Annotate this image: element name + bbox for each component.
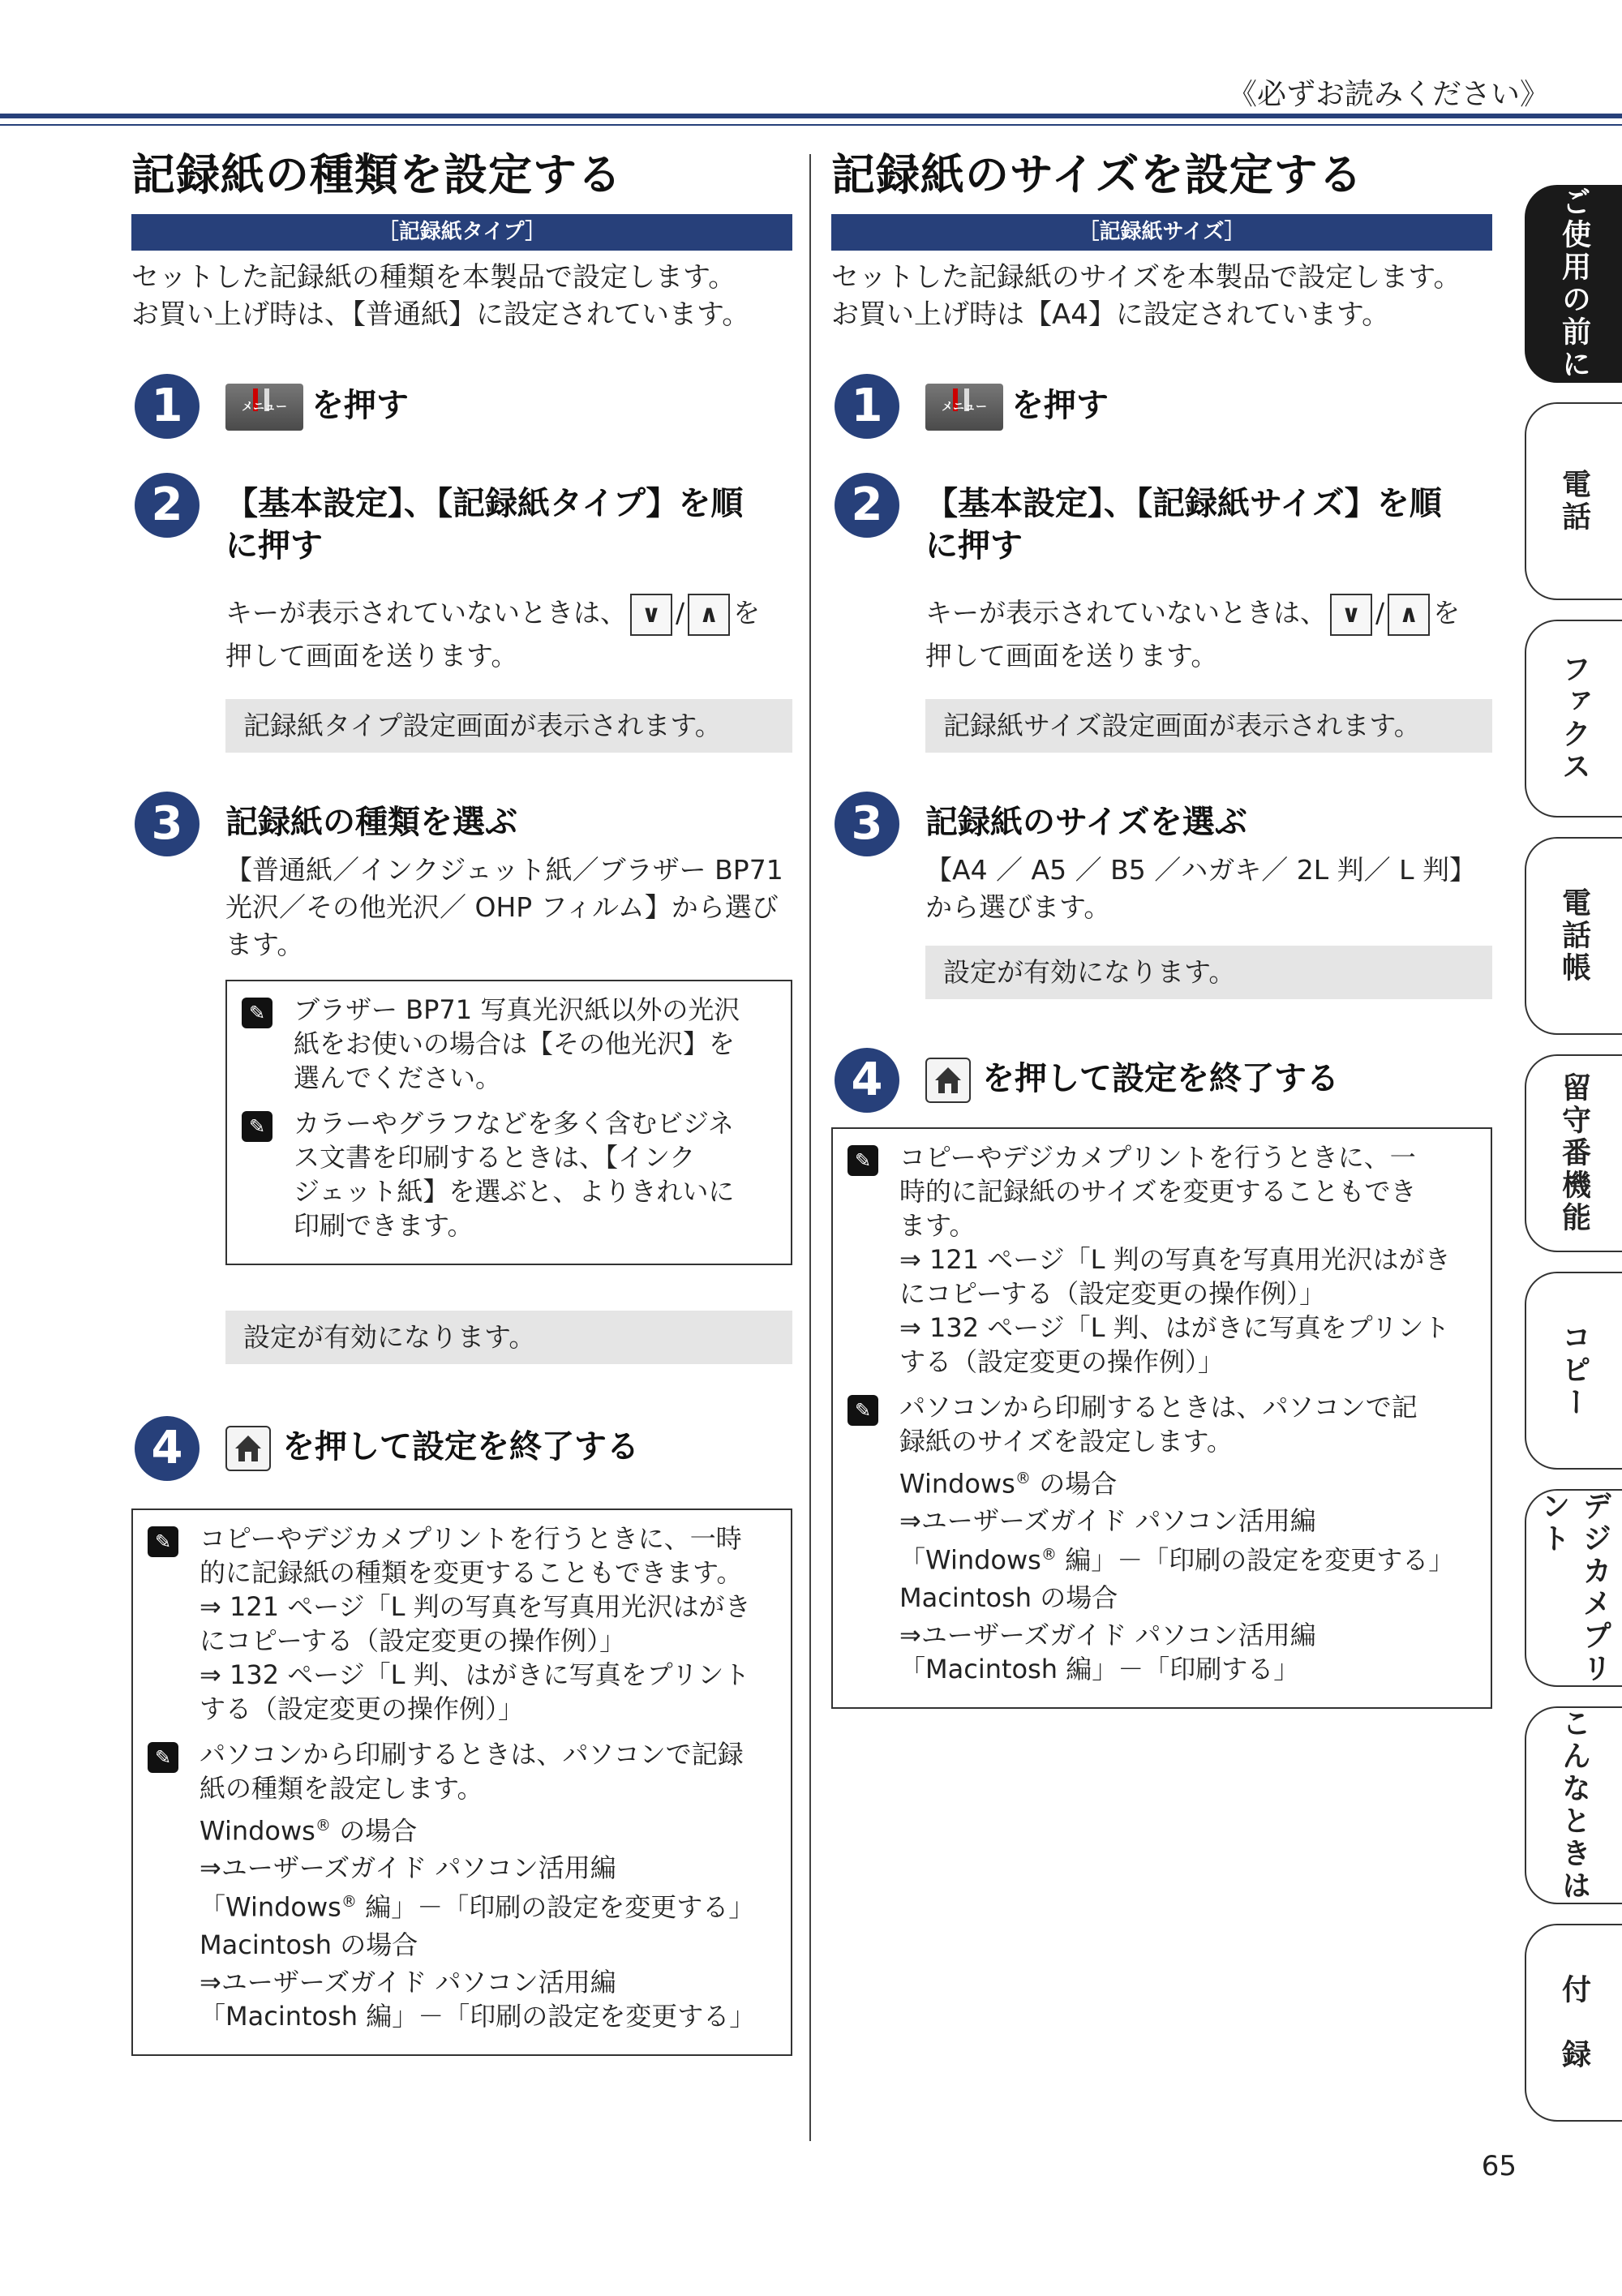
- intro-line: セットした記録紙のサイズを本製品で設定します。: [831, 261, 1461, 294]
- home-icon[interactable]: [225, 1426, 271, 1471]
- section-title: 記録紙のサイズを設定する: [831, 149, 1363, 200]
- step-number: 2: [135, 473, 200, 538]
- body-text: 光沢／その他光沢／ OHP フィルム】から選び: [225, 891, 779, 923]
- body-sep: /: [676, 597, 685, 629]
- body-text: から選びます。: [925, 891, 1111, 923]
- header-note: 《必ずお読みください》: [1227, 78, 1549, 111]
- step-body: [925, 852, 1492, 926]
- result-box: 記録紙タイプ設定画面が表示されます。: [225, 699, 792, 753]
- note-box: [131, 1508, 792, 2056]
- section-intro: [831, 259, 1492, 333]
- step-body: [225, 852, 792, 963]
- ref-text: 編」－「印刷の設定を変更する」: [357, 1891, 755, 1923]
- step-number: 4: [835, 1048, 899, 1113]
- step-3: [831, 796, 1492, 999]
- note-line: ⇒ 132 ページ「L 判、はがきに写真をプリント: [899, 1311, 1450, 1343]
- note-line: 紙の種類を設定します。: [200, 1772, 483, 1804]
- note-line: ジェット紙】を選ぶと、よりきれいに: [294, 1175, 735, 1207]
- note-line: ⇒ 132 ページ「L 判、はがきに写真をプリント: [200, 1659, 750, 1690]
- down-arrow-key-icon[interactable]: ∨: [1330, 594, 1372, 636]
- note-text: [294, 993, 740, 1095]
- tab-copy[interactable]: [1525, 1272, 1622, 1470]
- tab-label: ファクス: [1557, 654, 1591, 783]
- reg-mark: ®: [315, 1815, 332, 1835]
- note-line: コピーやデジカメプリントを行うときに、一: [899, 1141, 1416, 1173]
- body-text: キーが表示されていないときは、: [925, 597, 1327, 629]
- result-box: 設定が有効になります。: [925, 946, 1492, 999]
- section-intro: [131, 259, 792, 333]
- reg-mark: ®: [1015, 1468, 1032, 1487]
- tab-label: デジカメプリント: [1537, 1491, 1611, 1685]
- body-text: 【普通紙／インクジェット紙／ブラザー BP71: [225, 853, 783, 886]
- note-line: カラーやグラフなどを多く含むビジネ: [294, 1107, 735, 1139]
- note-box: [225, 980, 792, 1265]
- step-heading-line: に押す: [925, 527, 1023, 564]
- note-line: する（設定変更の操作例）」: [200, 1693, 525, 1724]
- menu-icon-label: メニュー: [242, 401, 287, 414]
- step-body: [925, 593, 1492, 676]
- ref-text: 「Windows: [899, 1544, 1041, 1576]
- note-line: [200, 1885, 755, 1925]
- body-text: 押して画面を送ります。: [225, 639, 518, 672]
- note-line: 紙をお使いの場合は【その他光沢】を: [294, 1028, 736, 1059]
- note-line: ブラザー BP71 写真光沢紙以外の光沢: [294, 994, 740, 1025]
- note-line: ⇒ユーザーズガイド パソコン活用編: [200, 1966, 616, 1998]
- note-line: ⇒ 121 ページ「L 判の写真を写真用光沢はがき: [899, 1243, 1451, 1275]
- step-text: を押して設定を終了する: [282, 1427, 639, 1466]
- note-text: [294, 1106, 734, 1242]
- up-arrow-key-icon[interactable]: ∧: [1388, 594, 1430, 636]
- note-line: パソコンから印刷するときは、パソコンで記: [899, 1391, 1418, 1423]
- step-text: を押す: [311, 387, 409, 424]
- pencil-note-icon: ✎: [242, 998, 272, 1028]
- section-band: ［記録紙サイズ］: [831, 214, 1492, 251]
- note-line: する（設定変更の操作例）」: [899, 1345, 1225, 1377]
- step-heading: [225, 483, 792, 567]
- header-rule-thin: [0, 124, 1622, 126]
- tab-phone[interactable]: [1525, 402, 1622, 600]
- note-line: 「Macintosh 編」－「印刷する」: [899, 1653, 1300, 1684]
- note-line: の場合: [1039, 1468, 1118, 1500]
- body-text: ます。: [225, 928, 304, 960]
- tab-label: ご使用の前に: [1557, 187, 1591, 381]
- step-1: [831, 380, 1492, 432]
- note-line: 選んでください。: [294, 1062, 502, 1093]
- step-text: を押す: [1011, 387, 1109, 424]
- menu-icon-label: メニュー: [942, 401, 987, 414]
- reg-mark: ®: [1041, 1545, 1058, 1564]
- tab-label: 電話帳: [1557, 887, 1591, 985]
- note-line: ス文書を印刷するときは、【インク: [294, 1141, 696, 1173]
- step-2: [831, 479, 1492, 753]
- note-line: コピーやデジカメプリントを行うときに、一時: [200, 1522, 742, 1554]
- body-sep: /: [1375, 597, 1385, 629]
- header-rule: [0, 114, 1622, 118]
- tab-label: 留守番機能: [1557, 1072, 1591, 1234]
- intro-line: セットした記録紙の種類を本製品で設定します。: [131, 261, 736, 294]
- step-heading: 記録紙のサイズを選ぶ: [925, 803, 1247, 841]
- note-text: [899, 1140, 1451, 1379]
- body-text: キーが表示されていないときは、: [225, 597, 627, 629]
- note-text: [899, 1390, 1454, 1686]
- note-box: [831, 1127, 1492, 1709]
- step-body: [225, 593, 792, 676]
- pencil-note-icon: ✎: [847, 1395, 878, 1426]
- step-number: 4: [135, 1416, 200, 1481]
- step-number: 3: [835, 792, 899, 856]
- step-number: 1: [135, 374, 200, 439]
- step-3: [131, 796, 792, 1364]
- paper-size-section: [831, 146, 1492, 1709]
- step-heading: [925, 483, 1492, 567]
- note-text: [200, 1521, 751, 1726]
- step-number: 1: [835, 374, 899, 439]
- note-line: Macintosh の場合: [899, 1581, 1118, 1613]
- result-box: 設定が有効になります。: [225, 1311, 792, 1364]
- step-heading: [925, 1058, 1492, 1103]
- down-arrow-key-icon[interactable]: ∨: [630, 594, 672, 636]
- ref-text: 編」－「印刷の設定を変更する」: [1057, 1544, 1455, 1576]
- tab-label: 電話: [1557, 469, 1591, 534]
- pencil-note-icon: ✎: [847, 1145, 878, 1176]
- note-line: にコピーする（設定変更の操作例）」: [899, 1277, 1326, 1309]
- note: [847, 1140, 1476, 1379]
- pencil-note-icon: ✎: [148, 1742, 178, 1773]
- note-line: ⇒ 121 ページ「L 判の写真を写真用光沢はがき: [200, 1590, 751, 1622]
- pencil-note-icon: ✎: [148, 1526, 178, 1557]
- home-icon[interactable]: [925, 1058, 971, 1103]
- tab-label: 付 録: [1557, 1974, 1591, 2071]
- step-heading-line: 【基本設定】、【記録紙タイプ】を順: [225, 485, 744, 522]
- note-line: [899, 1538, 1454, 1577]
- note-line: 印刷できます。: [294, 1209, 474, 1241]
- page-number: 65: [1481, 2150, 1517, 2182]
- step-text: を押して設定を終了する: [982, 1059, 1339, 1097]
- intro-line: お買い上げ時は、【普通紙】に設定されています。: [131, 298, 750, 331]
- tab-phonebook[interactable]: [1525, 837, 1622, 1035]
- column-divider: [809, 154, 811, 2141]
- note-line: Macintosh の場合: [200, 1929, 418, 1960]
- note-line: にコピーする（設定変更の操作例）」: [200, 1624, 626, 1656]
- step-number: 3: [135, 792, 200, 856]
- section-title: 記録紙の種類を設定する: [131, 149, 622, 200]
- note-text: [200, 1737, 755, 2033]
- note-line: [899, 1461, 1454, 1501]
- intro-line: お買い上げ時は【A4】に設定されています。: [831, 298, 1390, 331]
- note: [847, 1390, 1476, 1686]
- note-line: ⇒ユーザーズガイド パソコン活用編: [899, 1505, 1316, 1537]
- note-line: の場合: [339, 1815, 418, 1847]
- step-heading: [225, 1426, 792, 1471]
- tab-label: こんなときは: [1557, 1708, 1591, 1903]
- step-heading: 記録紙の種類を選ぶ: [225, 803, 517, 841]
- step-4: [831, 1053, 1492, 1106]
- menu-button-icon[interactable]: [925, 384, 1003, 431]
- note-line: パソコンから印刷するときは、パソコンで記録: [200, 1738, 744, 1770]
- note-line: ⇒ユーザーズガイド パソコン活用編: [200, 1852, 616, 1884]
- tab-photo-print[interactable]: [1525, 1489, 1622, 1687]
- tab-before-use[interactable]: [1525, 185, 1622, 383]
- tab-fax[interactable]: [1525, 620, 1622, 818]
- body-text: を: [1433, 597, 1461, 629]
- body-text: を: [733, 597, 761, 629]
- up-arrow-key-icon[interactable]: ∧: [688, 594, 730, 636]
- reg-mark: ®: [341, 1892, 358, 1912]
- paper-type-section: [131, 146, 792, 2056]
- menu-button-icon[interactable]: [225, 384, 303, 431]
- step-heading: [225, 384, 792, 431]
- note: [148, 1521, 776, 1726]
- tab-label: コピー: [1557, 1322, 1591, 1419]
- note-line: 時的に記録紙のサイズを変更することもでき: [899, 1175, 1417, 1207]
- brand-text: Windows: [899, 1468, 1015, 1500]
- step-1: [131, 380, 792, 432]
- step-heading-line: に押す: [225, 527, 323, 564]
- step-heading-line: 【基本設定】、【記録紙サイズ】を順: [925, 485, 1442, 522]
- brand-text: Windows: [200, 1815, 315, 1847]
- note: [242, 1106, 776, 1242]
- tab-troubleshooting[interactable]: [1525, 1706, 1622, 1904]
- step-number: 2: [835, 473, 899, 538]
- note-line: ます。: [899, 1209, 976, 1241]
- pencil-note-icon: ✎: [242, 1111, 272, 1142]
- ref-text: 「Windows: [200, 1891, 341, 1923]
- tab-appendix[interactable]: [1525, 1924, 1622, 2122]
- step-2: [131, 479, 792, 753]
- result-box: 記録紙サイズ設定画面が表示されます。: [925, 699, 1492, 753]
- body-text: 【A4 ／ A5 ／ B5 ／ハガキ／ 2L 判／ L 判】: [925, 853, 1476, 886]
- note-line: 「Macintosh 編」－「印刷の設定を変更する」: [200, 2000, 756, 2032]
- note-line: ⇒ユーザーズガイド パソコン活用編: [899, 1619, 1316, 1650]
- step-4: [131, 1421, 792, 1474]
- note-line: 録紙のサイズを設定します。: [899, 1425, 1233, 1457]
- note-line: [200, 1809, 755, 1848]
- step-heading: [925, 384, 1492, 431]
- body-text: 押して画面を送ります。: [925, 639, 1218, 672]
- note: [148, 1737, 776, 2033]
- note-line: 的に記録紙の種類を変更することもできます。: [200, 1556, 743, 1588]
- section-band: ［記録紙タイプ］: [131, 214, 792, 251]
- note: [242, 993, 776, 1095]
- tab-answering[interactable]: [1525, 1054, 1622, 1252]
